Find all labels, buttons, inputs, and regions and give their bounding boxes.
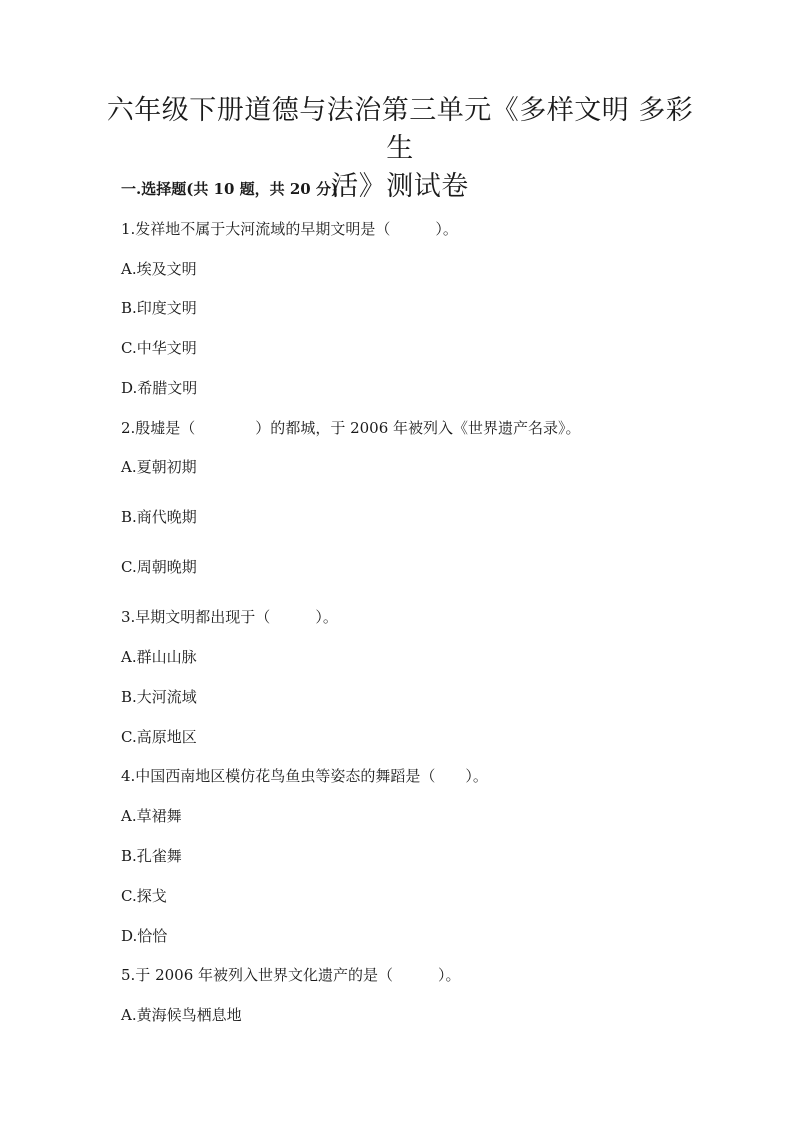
question-1-option-c: C.中华文明 [121,339,197,357]
question-4-option-a: A.草裙舞 [121,807,182,825]
question-4-option-b: B.孔雀舞 [121,847,182,865]
question-1-option-a: A.埃及文明 [121,260,197,278]
question-4-option-c: C.探戈 [121,887,167,905]
question-3-option-c: C.高原地区 [121,728,197,746]
question-1-option-b: B.印度文明 [121,299,197,317]
question-3-stem: 3.早期文明都出现于（ ）。 [121,608,338,626]
title-line-1: 六年级下册道德与法治第三单元《多样文明 多彩生 [106,95,694,164]
section-heading: 一.选择题(共 10 题，共 20 分) [121,180,339,198]
question-2-option-b: B.商代晚期 [121,508,197,526]
question-2-stem: 2.殷墟是（ ）的都城，于 2006 年被列入《世界遗产名录》。 [121,419,581,437]
question-4-option-d: D.恰恰 [121,927,168,945]
title-line-2: 活》测试卷 [331,171,469,202]
question-5-option-a: A.黄海候鸟栖息地 [121,1006,242,1024]
question-3-option-b: B.大河流域 [121,688,197,706]
question-4-stem: 4.中国西南地区模仿花鸟鱼虫等姿态的舞蹈是（ ）。 [121,767,488,785]
question-1-option-d: D.希腊文明 [121,379,198,397]
question-3-option-a: A.群山山脉 [121,648,197,666]
question-2-option-a: A.夏朝初期 [121,458,197,476]
question-1-stem: 1.发祥地不属于大河流域的早期文明是（ ）。 [121,220,458,238]
question-2-option-c: C.周朝晚期 [121,558,197,576]
question-5-stem: 5.于 2006 年被列入世界文化遗产的是（ ）。 [121,966,461,984]
